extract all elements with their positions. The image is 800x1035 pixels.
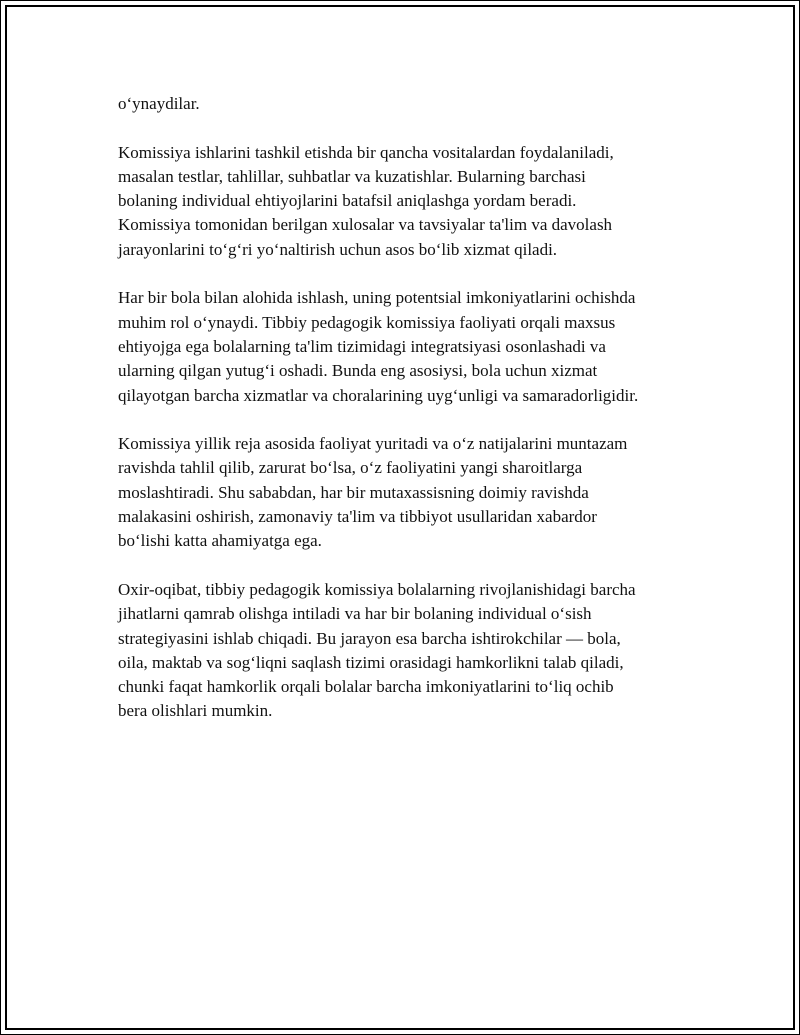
document-body: [118, 92, 718, 748]
text-line: qilayotgan barcha xizmatlar va choralarining uyg‘unligi va samaradorligidir.: [118, 385, 639, 405]
text-line: bo‘lishi katta ahamiyatga ega.: [118, 531, 322, 551]
paragraph: [118, 92, 718, 116]
text-line: muhim rol o‘ynaydi. Tibbiy pedagogik komissiya faoliyati orqali maxsus: [118, 312, 616, 332]
paragraph: [118, 286, 718, 407]
text-line: Har bir bola bilan alohida ishlash, uning potentsial imkoniyatlarini ochishda: [118, 288, 636, 308]
paragraph: [118, 432, 718, 553]
text-line: masalan testlar, tahlillar, suhbatlar va kuzatishlar. Bularning barchasi: [118, 166, 586, 186]
text-line: bera olishlari mumkin.: [118, 701, 273, 721]
text-line: malakasini oshirish, zamonaviy ta'lim va tibbiyot usullaridan xabardor: [118, 507, 597, 527]
text-line: strategiyasini ishlab chiqadi. Bu jarayon esa barcha ishtirokchilar — bola,: [118, 628, 621, 648]
text-line: ehtiyojga ega bolalarning ta'lim tizimidagi integratsiyasi osonlashadi va: [118, 336, 606, 356]
paragraph: [118, 141, 718, 262]
text-line: Komissiya tomonidan berilgan xulosalar va tavsiyalar ta'lim va davolash: [118, 215, 613, 235]
text-line: chunki faqat hamkorlik orqali bolalar barcha imkoniyatlarini to‘liq ochib: [118, 677, 614, 697]
text-line: oila, maktab va sog‘liqni saqlash tizimi orasidagi hamkorlikni talab qiladi,: [118, 652, 624, 672]
text-line: Komissiya yillik reja asosida faoliyat yuritadi va o‘z natijalarini muntazam: [118, 434, 628, 454]
text-line: Komissiya ishlarini tashkil etishda bir qancha vositalardan foydalaniladi,: [118, 142, 614, 162]
paragraph: [118, 578, 718, 724]
text-line: jihatlarni qamrab olishga intiladi va har bir bolaning individual o‘sish: [118, 604, 592, 624]
text-line: ravishda tahlil qilib, zarurat bo‘lsa, o‘z faoliyatini yangi sharoitlarga: [118, 458, 583, 478]
text-line: o‘ynaydilar.: [118, 94, 200, 113]
text-line: ularning qilgan yutug‘i oshadi. Bunda eng asosiysi, bola uchun xizmat: [118, 361, 598, 381]
text-line: Oxir-oqibat, tibbiy pedagogik komissiya bolalarning rivojlanishidagi barcha: [118, 579, 636, 599]
text-line: jarayonlarini to‘g‘ri yo‘naltirish uchun asos bo‘lib xizmat qiladi.: [118, 239, 558, 259]
text-line: bolaning individual ehtiyojlarini batafsil aniqlashga yordam beradi.: [118, 191, 577, 211]
text-line: moslashtiradi. Shu sababdan, har bir mutaxassisning doimiy ravishda: [118, 482, 589, 502]
